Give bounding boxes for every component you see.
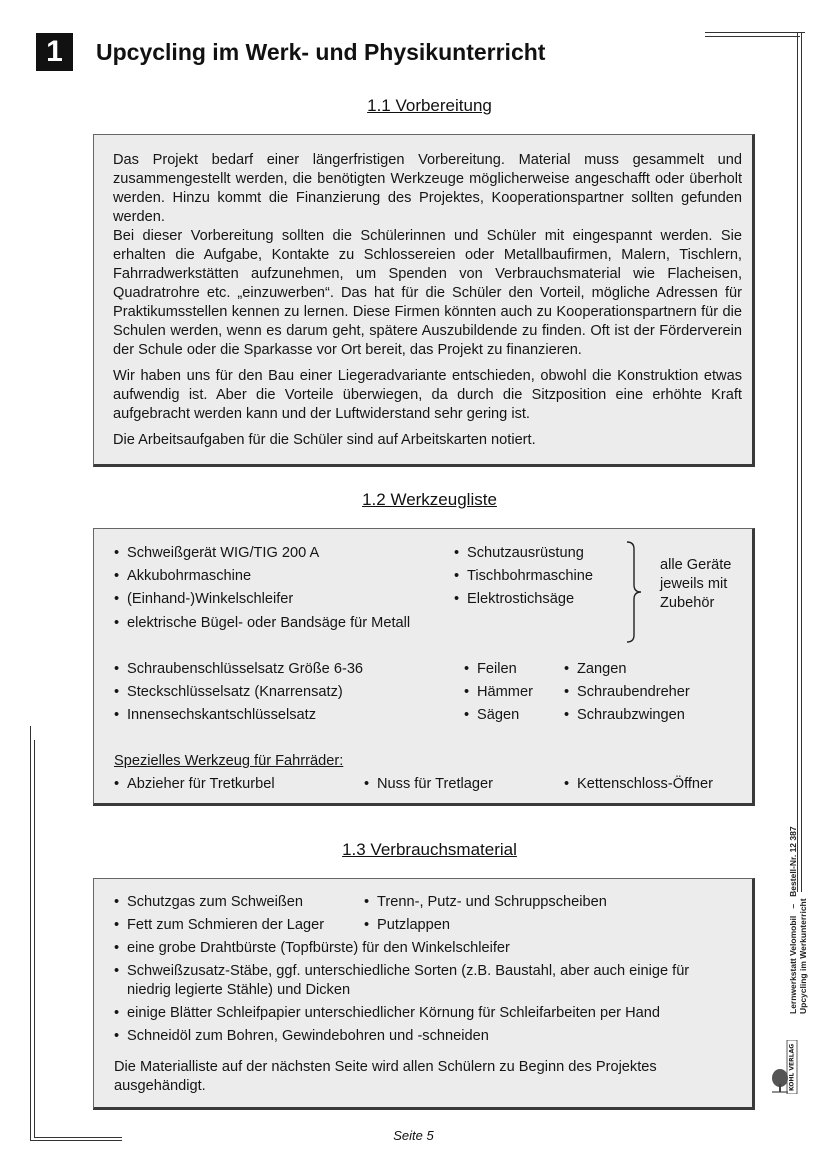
list-item: • Innensechskantschlüsselsatz bbox=[127, 706, 316, 725]
sidebar-line-1: Lernwerkstatt Velomobil bbox=[788, 915, 798, 1014]
section-heading-verbrauchsmaterial bbox=[92, 840, 767, 860]
section-heading-text: 1.3 Verbrauchsmaterial bbox=[342, 840, 517, 859]
chapter-number: 1 bbox=[36, 33, 73, 71]
frame-line-right-inner bbox=[801, 32, 802, 892]
brace-note bbox=[660, 556, 731, 613]
vorbereitung-box bbox=[93, 134, 755, 467]
list-item-continuation: niedrig legierte Stähle) und Dicken bbox=[127, 982, 351, 998]
brace-note-line: Zubehör bbox=[660, 595, 715, 611]
brace-note-line: alle Geräte bbox=[660, 557, 732, 573]
werkzeugliste-box bbox=[93, 528, 755, 806]
list-item: • Zangen bbox=[577, 660, 627, 679]
list-item: • Tischbohrmaschine bbox=[467, 567, 593, 586]
publisher-logo-icon bbox=[770, 1040, 798, 1094]
list-item: • Fett zum Schmieren der Lager bbox=[127, 916, 324, 935]
sidebar-publisher-text bbox=[788, 826, 808, 1014]
brace-note-line: jeweils mit bbox=[660, 576, 728, 592]
verbrauchsmaterial-box bbox=[93, 878, 755, 1110]
publisher-logo-text: KOHL VERLAG bbox=[788, 1043, 796, 1091]
section-heading-vorbereitung bbox=[92, 96, 767, 116]
list-item: • Feilen bbox=[477, 660, 517, 679]
paragraph-3: Die Arbeitsaufgaben für die Schüler sind auf Arbeitskarten notiert. bbox=[113, 432, 536, 448]
list-item: • Elektrostichsäge bbox=[467, 590, 574, 609]
list-item: • Nuss für Tretlager bbox=[377, 775, 493, 794]
list-item: • (Einhand-)Winkelschleifer bbox=[127, 590, 293, 609]
list-item: • Akkubohrmaschine bbox=[127, 567, 251, 586]
list-item: • Schweißzusatz-Stäbe, ggf. unterschiedliche Sorten (z.B. Baustahl, aber auch einige für bbox=[127, 962, 689, 981]
section-heading-werkzeugliste bbox=[92, 490, 767, 510]
list-item: • Schraubendreher bbox=[577, 683, 690, 702]
list-item: • Steckschlüsselsatz (Knarrensatz) bbox=[127, 683, 343, 702]
frame-line-left-inner bbox=[34, 740, 35, 1138]
list-item: • Sägen bbox=[477, 706, 519, 725]
special-tools-heading: Spezielles Werkzeug für Fahrräder: bbox=[114, 753, 344, 769]
list-item: • Schutzgas zum Schweißen bbox=[127, 893, 303, 912]
list-item: • Trenn-, Putz- und Schruppscheiben bbox=[377, 893, 607, 912]
list-item: • eine grobe Drahtbürste (Topfbürste) für den Winkelschleifer bbox=[127, 939, 510, 958]
list-item: • Schneidöl zum Bohren, Gewindebohren und -schneiden bbox=[127, 1027, 489, 1046]
frame-line-left bbox=[30, 726, 31, 1141]
frame-line-right bbox=[797, 32, 798, 892]
list-item: • Kettenschloss-Öffner bbox=[577, 775, 713, 794]
list-item: • elektrische Bügel- oder Bandsäge für Metall bbox=[127, 614, 410, 633]
list-item: • Schutzausrüstung bbox=[467, 544, 584, 563]
curly-brace-icon bbox=[624, 541, 644, 643]
paragraph-1b: Bei dieser Vorbereitung sollten die Schülerinnen und Schüler mit eingespannt werden. Sie erhalten die Aufgabe, Kontakte zu Schlossereien oder Metallbaufirmen, Malern, Tischlern, Fahrradwerkstätten aufzunehmen, um Spenden von Verbrauchsmaterial wie Flacheisen, Quadratrohre etc. „einzuwerben“. Das hat für die Schüler den Vorteil, mögliche Adressen für Praktikumsstellen kennen zu lernen. Diese Firmen könnten auch zu Kooperationspartnern für die Schulen werden, wenn es darum geht, spätere Auszubildende zu finden. Oft ist der Förderverein der Schule oder die Sparkasse vor Ort bereit, das Projekt zu finanzieren. bbox=[113, 228, 742, 358]
list-item: • Schweißgerät WIG/TIG 200 A bbox=[127, 544, 319, 563]
list-item: • Abzieher für Tretkurbel bbox=[127, 775, 275, 794]
list-item: • Schraubenschlüsselsatz Größe 6-36 bbox=[127, 660, 363, 679]
list-item: • Putzlappen bbox=[377, 916, 450, 935]
page-number: Seite 5 bbox=[393, 1128, 434, 1143]
list-item: • Schraubzwingen bbox=[577, 706, 685, 725]
section-heading-text: 1.2 Werkzeugliste bbox=[362, 490, 497, 509]
materials-note: Die Materialliste auf der nächsten Seite wird allen Schülern zu Beginn des Projektes ausgehändigt. bbox=[114, 1059, 657, 1094]
paragraph-1a: Das Projekt bedarf einer längerfristigen Vorbereitung. Material muss gesammelt und zusammengestellt werden, die benötigten Werkzeuge möglicherweise angeschafft oder überholt werden. Hinzu kommt die Finanzierung des Projektes, Kooperationspartner sollten gefunden werden. bbox=[113, 152, 742, 225]
section-heading-text: 1.1 Vorbereitung bbox=[367, 96, 492, 115]
frame-line-top bbox=[705, 32, 805, 33]
list-item: • einige Blätter Schleifpapier unterschiedlicher Körnung für Schleifarbeiten per Hand bbox=[127, 1004, 660, 1023]
sidebar-line-2: Upcycling im Werkunterricht bbox=[798, 898, 808, 1014]
sidebar-order-number: Bestell-Nr. 12 387 bbox=[788, 826, 798, 897]
frame-line-top-inner bbox=[705, 36, 800, 37]
paragraph-2: Wir haben uns für den Bau einer Liegeradvariante entschieden, obwohl die Konstruktion etwas aufwendig ist. Aber die Vorteile überwiegen, da durch die Sitzposition eine erhöhte Kraft aufgebracht werden kann und der Luftwiderstand sehr gering ist. bbox=[113, 368, 742, 422]
page-title: Upcycling im Werk- und Physikunterricht bbox=[96, 39, 546, 65]
sidebar-separator: – bbox=[788, 903, 798, 909]
list-item: • Hämmer bbox=[477, 683, 533, 702]
